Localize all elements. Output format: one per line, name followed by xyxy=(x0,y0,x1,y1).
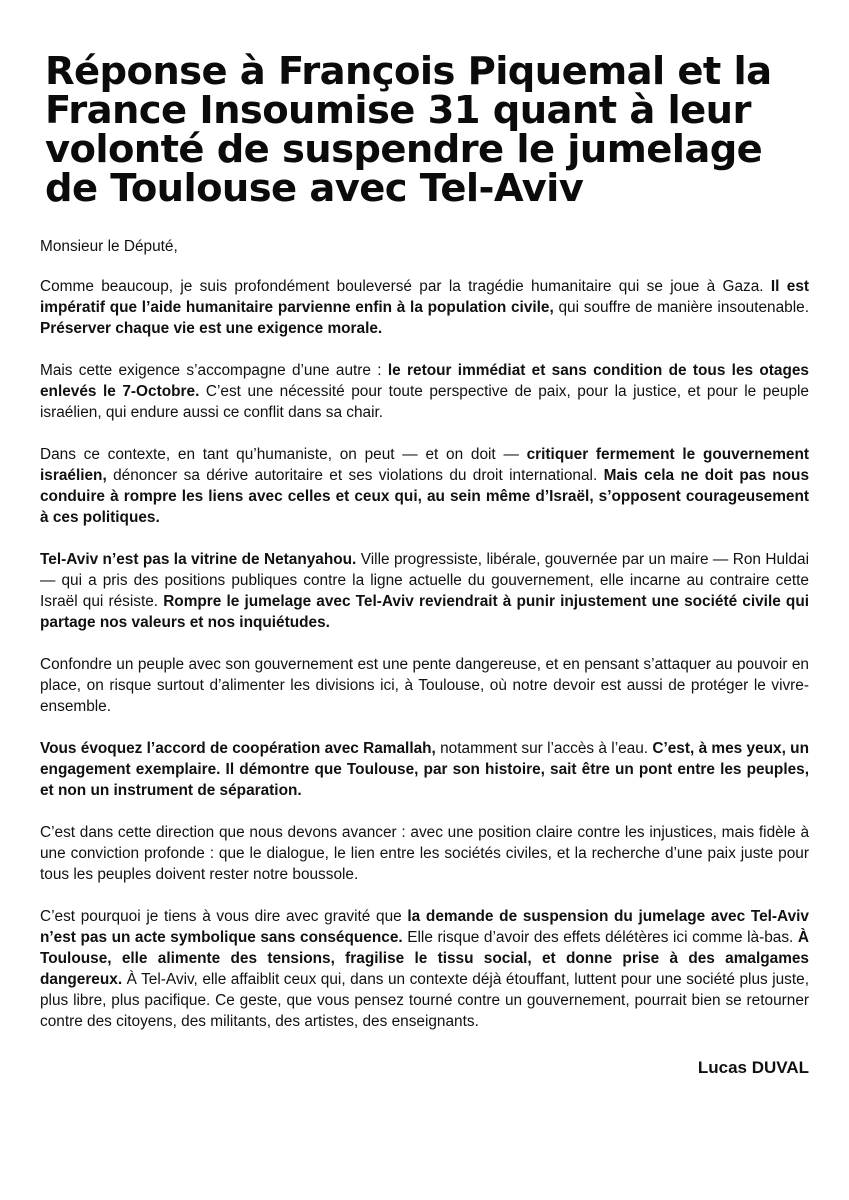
text-run: Comme beaucoup, je suis profondément bouleversé par la tragédie humanitaire qui se joue à Gaza. xyxy=(40,278,771,295)
text-run: dénoncer sa dérive autoritaire et ses violations du droit international. xyxy=(106,467,604,484)
paragraph-5 xyxy=(40,654,809,717)
text-run: Elle risque d’avoir des effets délétères ici comme là-bas. xyxy=(402,929,798,946)
bold-run: Tel-Aviv n’est pas la vitrine de Netanyahou. xyxy=(40,551,357,568)
bold-run: la demande de suspension du jumelage avec Tel-Aviv n’est pas un acte symbolique sans conséquence. xyxy=(40,908,809,946)
paragraph-2 xyxy=(40,360,809,423)
text-run: Confondre un peuple avec son gouvernement est une pente dangereuse, et en pensant s’attaquer au pouvoir en place, on risque surtout d’alimenter les divisions ici, à Toulouse, où notre devoir est aussi de protéger le vivre-ensemble. xyxy=(40,656,809,715)
letter-title: Réponse à François Piquemal et la France Insoumise 31 quant à leur volonté de suspendre le jumelage de Toulouse avec Tel-Aviv xyxy=(45,49,772,211)
paragraph-7 xyxy=(40,822,809,885)
paragraph-3 xyxy=(40,444,809,528)
bold-run: Il est impératif que l’aide humanitaire parvienne enfin à la population civile, xyxy=(40,278,810,316)
bold-run: critiquer fermement le gouvernement israélien, xyxy=(40,446,809,484)
bold-run: C’est, à mes yeux, un engagement exemplaire. Il démontre que Toulouse, par son histoire, sait être un pont entre les peuples, et non un instrument de séparation. xyxy=(40,740,809,799)
bold-run: le retour immédiat et sans condition de tous les otages enlevés le 7-Octobre. xyxy=(40,362,809,400)
signature: Lucas DUVAL xyxy=(697,1058,809,1077)
bold-run: À Toulouse, elle alimente des tensions, fragilise le tissu social, et donne prise à des amalgames dangereux. xyxy=(40,929,809,988)
text-run: Dans ce contexte, en tant qu’humaniste, on peut — et on doit — xyxy=(40,446,527,463)
text-run: qui souffre de manière insoutenable. xyxy=(553,299,809,316)
paragraph-6 xyxy=(40,738,809,801)
paragraph-4 xyxy=(40,549,809,633)
bold-run: Vous évoquez l’accord de coopération avec Ramallah, xyxy=(40,740,436,757)
text-run: C’est pourquoi je tiens à vous dire avec gravité que xyxy=(40,908,408,925)
text-run: Mais cette exigence s’accompagne d’une autre : xyxy=(40,362,388,379)
text-run: C’est une nécessité pour toute perspective de paix, pour la justice, et pour le peuple israélien, qui endure aussi ce conflit dans sa chair. xyxy=(40,383,809,421)
salutation: Monsieur le Député, xyxy=(40,238,178,255)
paragraph-1 xyxy=(40,276,809,339)
paragraph-8 xyxy=(40,906,809,1032)
text-run: À Tel-Aviv, elle affaiblit ceux qui, dans un contexte déjà étouffant, luttent pour une société plus juste, plus libre, plus pacifique. Ce geste, que vous pensez tourné contre un gouvernement, pourrait bien se retourner contre des citoyens, des militants, des artistes, des enseignants. xyxy=(40,971,809,1030)
bold-run: Rompre le jumelage avec Tel-Aviv reviendrait à punir injustement une société civile qui partage nos valeurs et nos inquiétudes. xyxy=(40,593,809,631)
text-run: Ville progressiste, libérale, gouvernée par un maire — Ron Huldai — qui a pris des positions publiques contre la ligne actuelle du gouvernement, elle incarne au contraire cette Israël qui résiste. xyxy=(40,551,809,610)
bold-run: Mais cela ne doit pas nous conduire à rompre les liens avec celles et ceux qui, au sein même d’Israël, s’opposent courageusement à ces politiques. xyxy=(40,467,809,526)
text-run: notamment sur l’accès à l’eau. xyxy=(435,740,653,757)
bold-run: Préserver chaque vie est une exigence morale. xyxy=(40,320,383,337)
text-run: C’est dans cette direction que nous devons avancer : avec une position claire contre les injustices, mais fidèle à une conviction profonde : que le dialogue, le lien entre les sociétés civiles, et la recherche d’une paix juste pour tous les peuples doivent rester notre boussole. xyxy=(40,824,809,883)
